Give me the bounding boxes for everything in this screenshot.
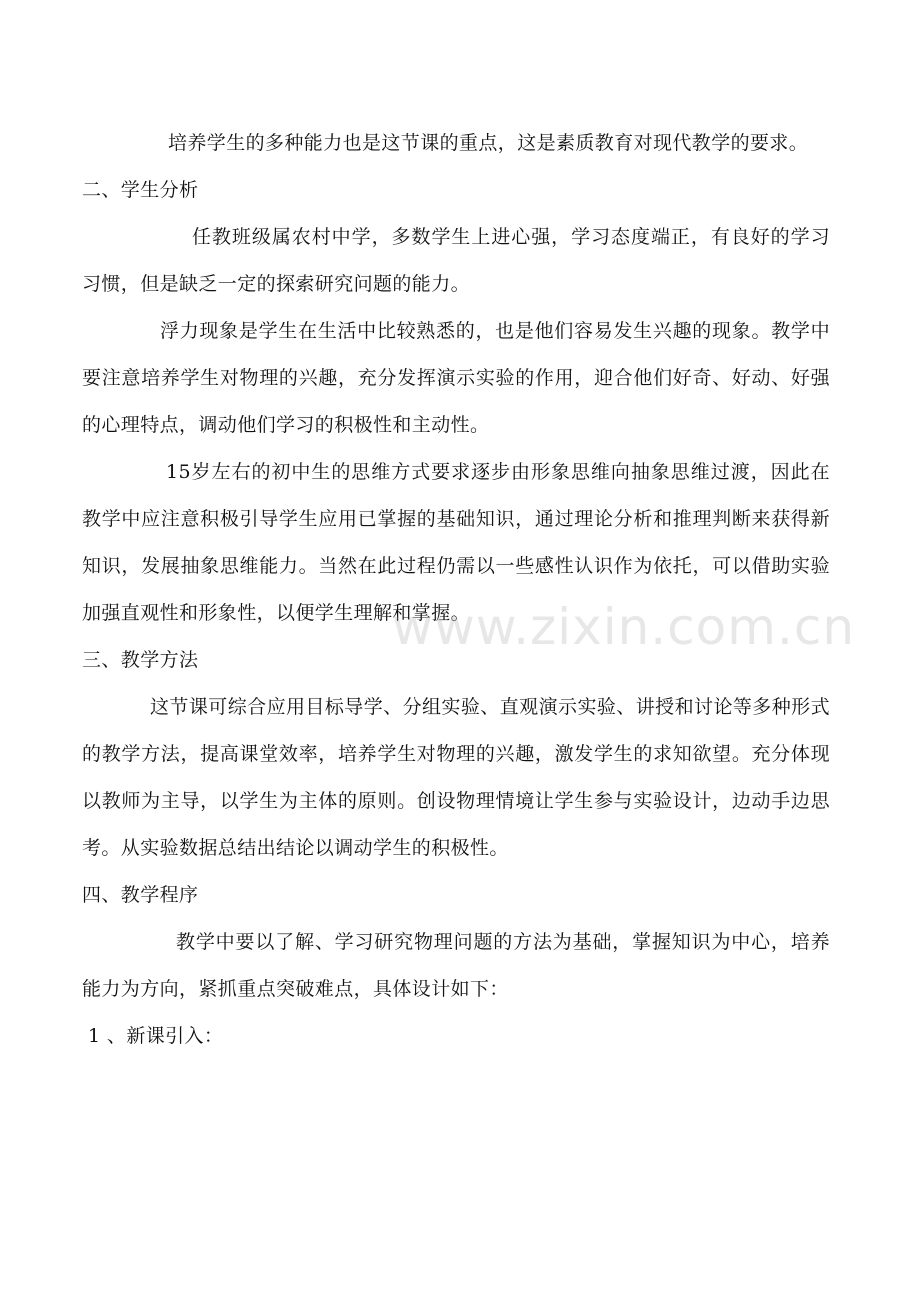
paragraph-class-background: 任教班级属农村中学，多数学生上进心强，学习态度端正，有良好的学习习惯，但是缺乏一定的探索研究问题的能力。: [82, 226, 830, 295]
paragraph-ability-focus: 培养学生的多种能力也是这节课的重点，这是素质教育对现代教学的要求。: [168, 132, 809, 154]
section-heading-teaching-methods: 三、教学方法: [82, 649, 199, 671]
section-heading-student-analysis: 二、学生分析: [82, 179, 199, 201]
paragraph-methods: 这节课可综合应用目标导学、分组实验、直观演示实验、讲授和讨论等多种形式的教学方法，提高课堂效率，培养学生对物理的兴趣，激发学生的求知欲望。充分体现以教师为主导，以学生为主体的原则。创设物理情境让学生参与实验设计，边动手边思考。从实验数据总结出结论以调动学生的积极性。: [82, 696, 830, 859]
section-heading-teaching-procedure: 四、教学程序: [82, 884, 199, 906]
paragraph-procedure: 教学中要以了解、学习研究物理问题的方法为基础，掌握知识为中心，培养能力为方向，紧抓重点突破难点，具体设计如下：: [82, 931, 830, 1000]
watermark: www.zixin.com.cn: [392, 598, 856, 656]
document-body: [82, 120, 830, 1060]
paragraph-thinking-mode: 15岁左右的初中生的思维方式要求逐步由形象思维向抽象思维过渡，因此在教学中应注意积极引导学生应用已掌握的基础知识，通过理论分析和推理判断来获得新知识，发展抽象思维能力。当然在此过程仍需以一些感性认识作为依托，可以借助实验加强直观性和形象性，以便学生理解和掌握。: [82, 461, 830, 624]
paragraph-buoyancy-interest: 浮力现象是学生在生活中比较熟悉的，也是他们容易发生兴趣的现象。教学中要注意培养学生对物理的兴趣，充分发挥演示实验的作用，迎合他们好奇、好动、好强的心理特点，调动他们学习的积极性和主动性。: [82, 320, 830, 436]
list-item-new-lesson-intro: 1 、新课引入：: [88, 1025, 224, 1047]
